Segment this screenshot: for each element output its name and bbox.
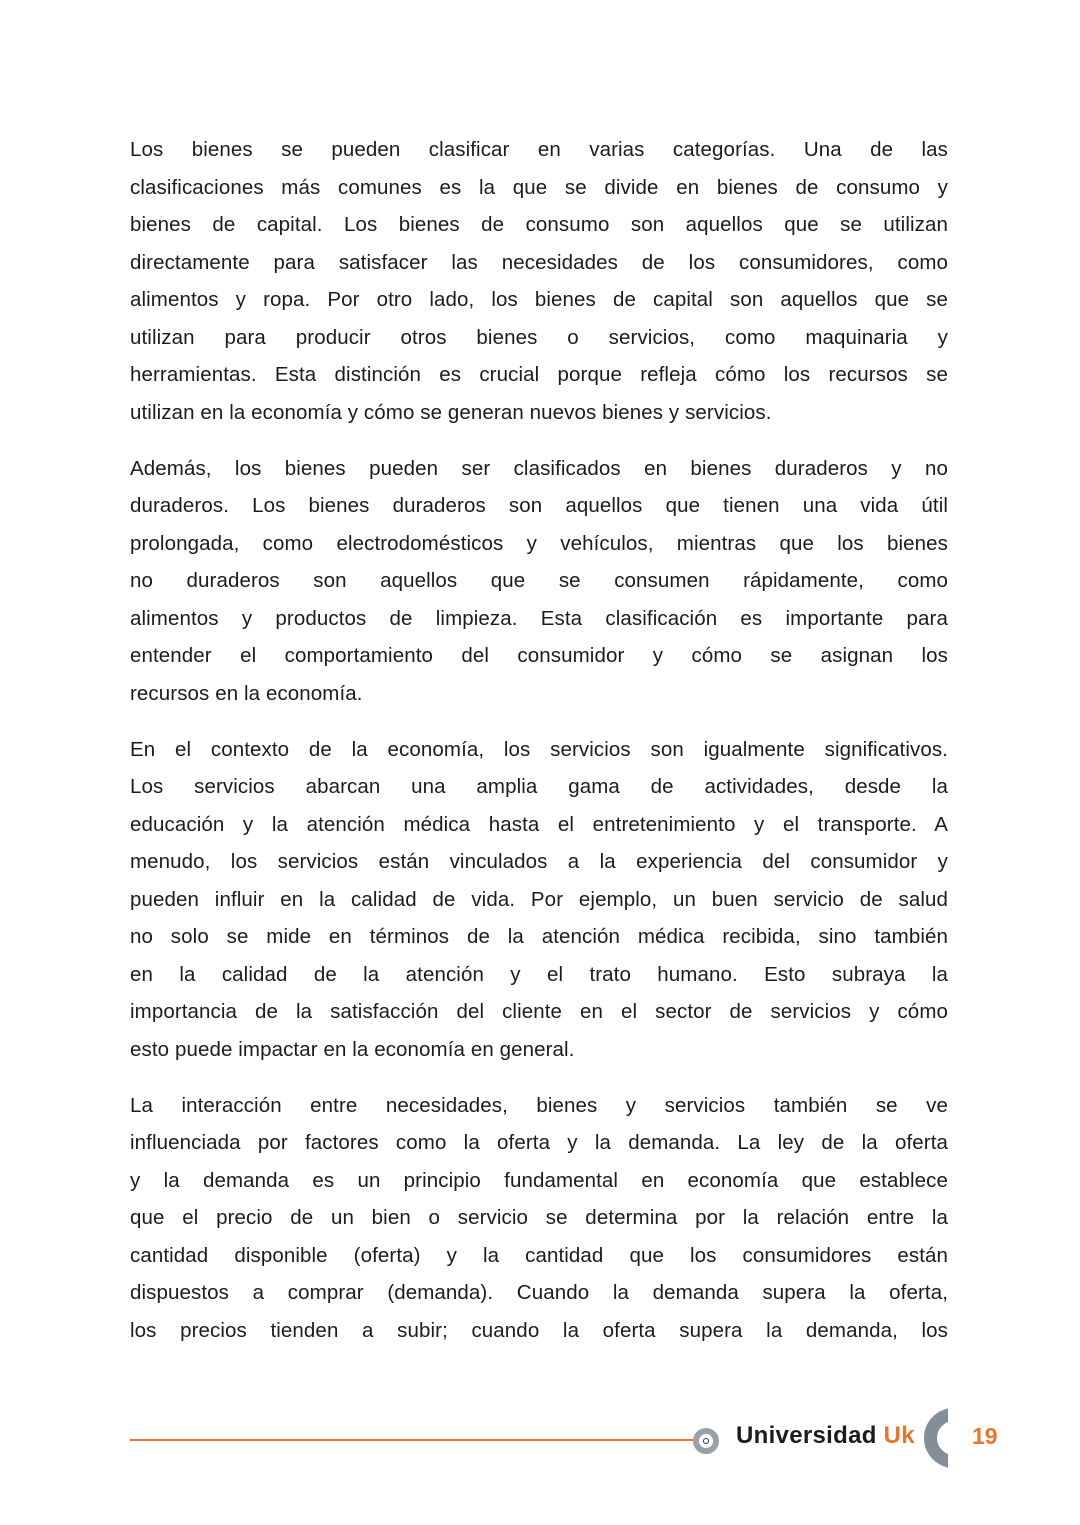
text-line: cantidad disponible (oferta) y la cantidad que los consumidores están: [130, 1243, 948, 1267]
text-line: no solo se mide en términos de la atención médica recibida, sino también: [130, 925, 948, 948]
text-line: La interacción entre necesidades, bienes y servicios también se ve: [130, 1093, 948, 1117]
footer-divider: [130, 1439, 695, 1441]
text-line: dispuestos a comprar (demanda). Cuando la demanda supera la oferta,: [130, 1281, 948, 1304]
paragraph: [130, 731, 948, 1069]
text-line: alimentos y productos de limpieza. Esta clasificación es importante para: [130, 606, 948, 630]
paragraph: [130, 1087, 948, 1350]
text-line: duraderos. Los bienes duraderos son aquellos que tienen una vida útil: [130, 494, 948, 517]
text-line: menudo, los servicios están vinculados a la experiencia del consumidor y: [130, 850, 948, 873]
text-line: Además, los bienes pueden ser clasificados en bienes duraderos y no: [130, 456, 948, 480]
text-line: los precios tienden a subir; cuando la oferta supera la demanda, los: [130, 1318, 948, 1342]
text-line: clasificaciones más comunes es la que se divide en bienes de consumo y: [130, 175, 948, 199]
text-line: en la calidad de la atención y el trato humano. Esto subraya la: [130, 962, 948, 986]
footer-circle-icon: [693, 1428, 719, 1454]
text-line: prolongada, como electrodomésticos y vehículos, mientras que los bienes: [130, 531, 948, 555]
document-body: [130, 131, 948, 1368]
text-line: y la demanda es un principio fundamental en economía que establece: [130, 1168, 948, 1192]
text-line: utilizan en la economía y cómo se generan nuevos bienes y servicios.: [130, 400, 772, 424]
paragraph: [130, 450, 948, 713]
text-line: Los servicios abarcan una amplia gama de actividades, desde la: [130, 775, 948, 798]
text-line: importancia de la satisfacción del cliente en el sector de servicios y cómo: [130, 1000, 948, 1023]
text-line: bienes de capital. Los bienes de consumo son aquellos que se utilizan: [130, 213, 948, 236]
text-line: herramientas. Esta distinción es crucial porque refleja cómo los recursos se: [130, 363, 948, 386]
page-number: 19: [972, 1423, 998, 1449]
text-line: recursos en la economía.: [130, 681, 363, 705]
decorative-arc-icon: [924, 1408, 948, 1468]
text-line: no duraderos son aquellos que se consumen rápidamente, como: [130, 569, 948, 592]
text-line: educación y la atención médica hasta el entretenimiento y el transporte. A: [130, 812, 948, 836]
brand-name: Universidad: [736, 1422, 877, 1449]
text-line: En el contexto de la economía, los servicios son igualmente significativos.: [130, 737, 948, 761]
text-line: alimentos y ropa. Por otro lado, los bienes de capital son aquellos que se: [130, 288, 948, 311]
text-line: entender el comportamiento del consumidor y cómo se asignan los: [130, 644, 948, 667]
text-line: pueden influir en la calidad de vida. Por ejemplo, un buen servicio de salud: [130, 887, 948, 911]
text-line: Los bienes se pueden clasificar en varias categorías. Una de las: [130, 138, 948, 161]
paragraph: [130, 131, 948, 431]
text-line: que el precio de un bien o servicio se determina por la relación entre la: [130, 1206, 948, 1229]
text-line: esto puede impactar en la economía en general.: [130, 1037, 575, 1061]
text-line: directamente para satisfacer las necesidades de los consumidores, como: [130, 250, 948, 274]
brand-logo: [736, 1422, 915, 1450]
text-line: utilizan para producir otros bienes o servicios, como maquinaria y: [130, 325, 948, 349]
brand-suffix: Uk: [883, 1422, 915, 1449]
text-line: influenciada por factores como la oferta y la demanda. La ley de la oferta: [130, 1131, 948, 1154]
